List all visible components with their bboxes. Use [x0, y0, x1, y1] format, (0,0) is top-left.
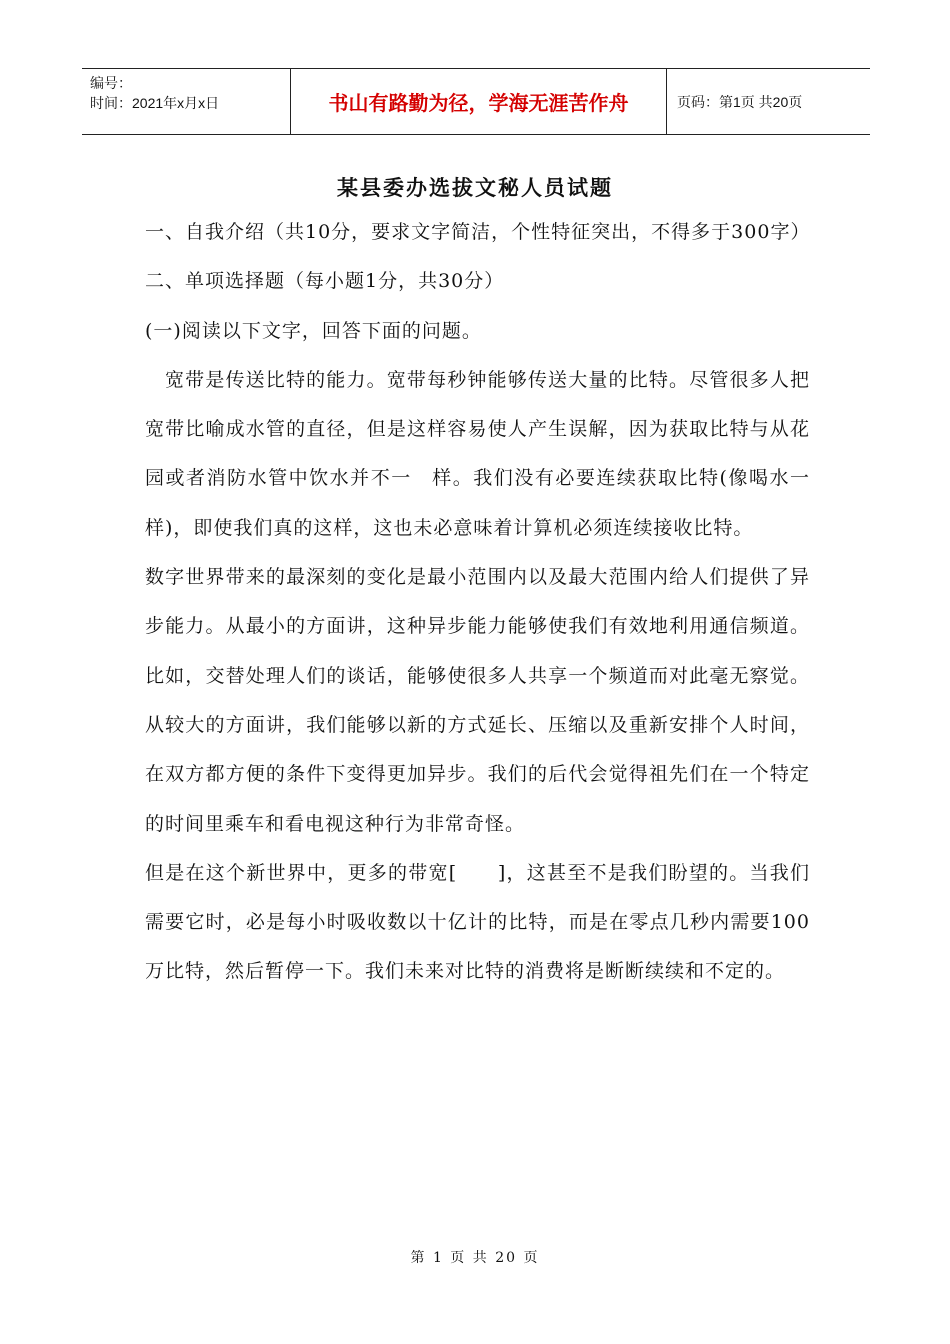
section-two-heading: 二、单项选择题（每小题1分，共30分） — [145, 270, 505, 293]
header-motto: 书山有路勤为径，学海无涯苦作舟 — [290, 69, 667, 134]
document-title: 某县委办选拔文秘人员试题 — [337, 176, 613, 200]
body-paragraph: 数字世界带来的最深刻的变化是最小范围内以及最大范围内给人们提供了异步能力。从最小的方面讲，这种异步能力能够使我们有效地利用通信频道。比如，交替处理人们的谈话，能够使很多人共享一个频道而对此毫无察觉。从较大的方面讲，我们能够以新的方式延长、压缩以及重新安排个人时间，在双方都方便的条件下变得更加异步。我们的后代会觉得祖先们在一个特定的时间里乘车和看电视这种行为非常奇怪。 — [145, 566, 810, 835]
page-header — [82, 68, 870, 135]
page-footer: 第 1 页 共 20 页 — [410, 1250, 540, 1266]
section-one-heading: 一、自我介绍（共10分，要求文字简洁，个性特征突出，不得多于300字） — [145, 221, 811, 243]
document-body — [145, 208, 810, 997]
time-label: 时间：2021年x月x日 — [90, 95, 220, 111]
body-paragraph: 但是在这个新世界中，更多的带宽[ ]，这甚至不是我们盼望的。当我们需要它时，必是每小时吸收数以十亿计的比特，而是在零点几秒内需要100万比特，然后暂停一下。我们未来对比特的消费将是断断续续和不定的。 — [145, 861, 810, 983]
header-page-info: 页码：第1页 共20页 — [677, 93, 803, 110]
number-label: 编号： — [90, 75, 132, 91]
body-paragraph: 宽带是传送比特的能力。宽带每秒钟能够传送大量的比特。尽管很多人把宽带比喻成水管的直径，但是这样容易使人产生误解，因为获取比特与从花园或者消防水管中饮水并不一 样。我们没有必要连续获取比特(像喝水一样)，即使我们真的这样，这也未必意味着计算机必须连续接收比特。 — [145, 368, 810, 539]
reading-instruction: (一)阅读以下文字，回答下面的问题。 — [145, 319, 482, 342]
header-meta — [82, 69, 290, 134]
